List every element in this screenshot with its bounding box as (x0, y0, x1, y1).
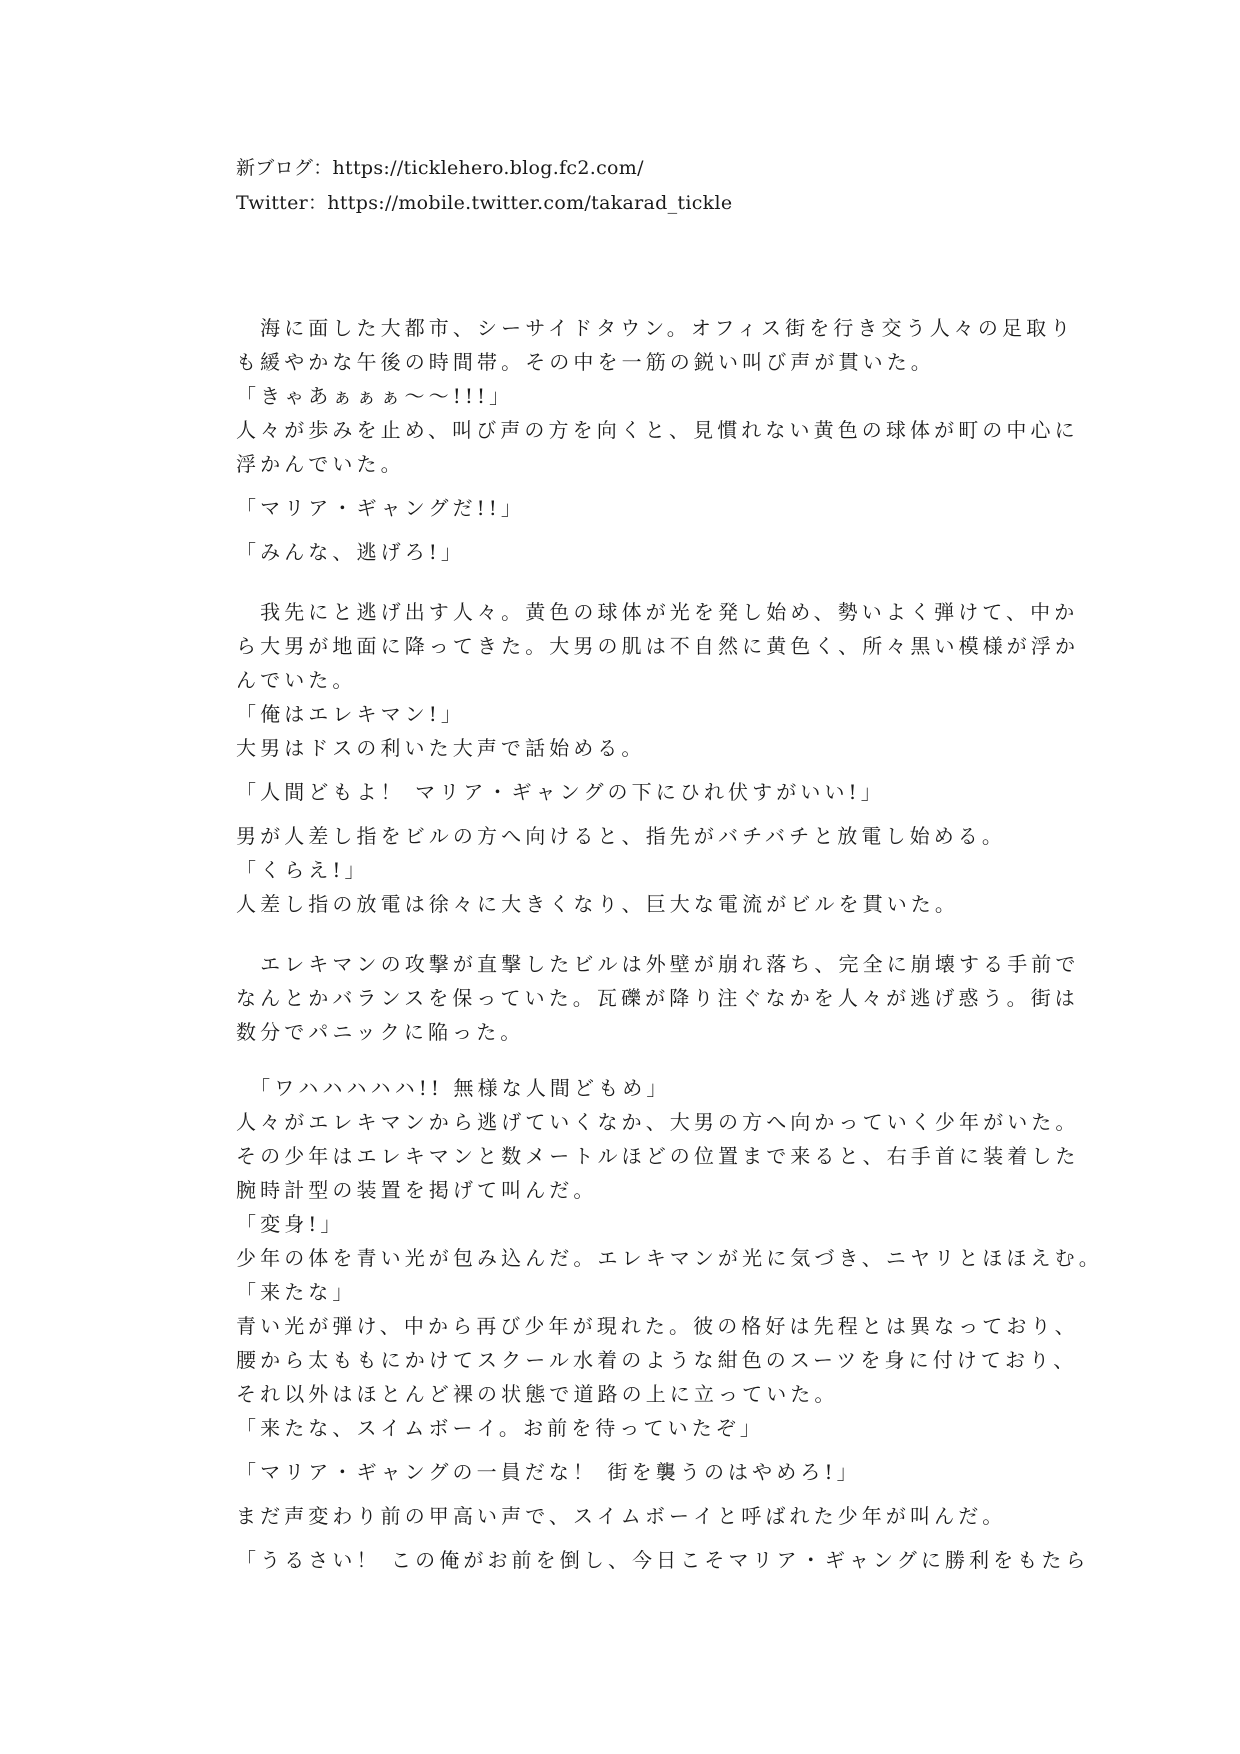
story-line: 「来たな」 (236, 1280, 357, 1304)
story-line: 「うるさい！ この俺がお前を倒し、今日こそマリア・ギャングに勝利をもたら (236, 1548, 1090, 1572)
story-line: 「きゃあぁぁぁ～～!!!」 (236, 384, 514, 408)
twitter-link-line[interactable]: Twitter：https://mobile.twitter.com/takarad_tickle (236, 192, 733, 214)
story-line: 人々が歩みを止め、叫び声の方を向くと、見慣れない黄色の球体が町の中心に (236, 418, 1079, 442)
story-line: 男が人差し指をビルの方へ向けると、指先がバチバチと放電し始める。 (236, 824, 1006, 848)
story-line: 「来たな、スイムボーイ。お前を待っていたぞ」 (236, 1416, 764, 1440)
story-line: 浮かんでいた。 (236, 452, 405, 476)
story-line: なんとかバランスを保っていた。瓦礫が降り注ぐなかを人々が逃げ惑う。街は (236, 986, 1079, 1010)
story-line: も緩やかな午後の時間帯。その中を一筋の鋭い叫び声が貫いた。 (236, 350, 935, 374)
story-line: 「ワハハハハハ!! 無様な人間どもめ」 (236, 1076, 671, 1100)
story-line: 「変身!」 (236, 1212, 345, 1236)
story-line: 「くらえ!」 (236, 858, 369, 882)
story-line: 大男はドスの利いた大声で話始める。 (236, 736, 646, 760)
story-line: 「マリア・ギャングの一員だな！ 街を襲うのはやめろ!」 (236, 1460, 861, 1484)
story-line: その少年はエレキマンと数メートルほどの位置まで来ると、右手首に装着した (236, 1144, 1080, 1168)
story-line: 「人間どもよ！ マリア・ギャングの下にひれ伏すがいい!」 (236, 780, 885, 804)
story-line: 青い光が弾け、中から再び少年が現れた。彼の格好は先程とは異なっており、 (236, 1314, 1079, 1338)
story-line: 数分でパニックに陥った。 (236, 1020, 525, 1044)
story-line: 腕時計型の装置を掲げて叫んだ。 (236, 1178, 598, 1202)
story-line: 海に面した大都市、シーサイドタウン。オフィス街を行き交う人々の足取り (236, 316, 1075, 340)
story-line: 我先にと逃げ出す人々。黄色の球体が光を発し始め、勢いよく弾けて、中か (236, 600, 1079, 624)
story-line: 「みんな、逃げろ!」 (236, 540, 466, 564)
story-line: ら大男が地面に降ってきた。大男の肌は不自然に黄色く、所々黒い模様が浮か (236, 634, 1080, 658)
story-line: 少年の体を青い光が包み込んだ。エレキマンが光に気づき、ニヤリとほほえむ。 (236, 1246, 1103, 1270)
story-line: 腰から太ももにかけてスクール水着のような紺色のスーツを身に付けており、 (236, 1348, 1078, 1372)
blog-link-line[interactable]: 新ブログ：https://ticklehero.blog.fc2.com/ (236, 157, 644, 179)
story-line: エレキマンの攻撃が直撃したビルは外壁が崩れ落ち、完全に崩壊する手前で (236, 952, 1080, 976)
story-line: 人差し指の放電は徐々に大きくなり、巨大な電流がビルを貫いた。 (236, 892, 959, 916)
story-line: 人々がエレキマンから逃げていくなか、大男の方へ向かっていく少年がいた。 (236, 1110, 1080, 1134)
story-line: まだ声変わり前の甲高い声で、スイムボーイと呼ばれた少年が叫んだ。 (236, 1504, 1007, 1528)
story-line: 「俺はエレキマン!」 (236, 702, 466, 726)
header-links (236, 151, 732, 221)
story-line: んでいた。 (236, 668, 357, 692)
story-line: 「マリア・ギャングだ!!」 (236, 496, 525, 520)
story-body (236, 311, 1103, 1577)
story-line: それ以外はほとんど裸の状態で道路の上に立っていた。 (236, 1382, 839, 1406)
